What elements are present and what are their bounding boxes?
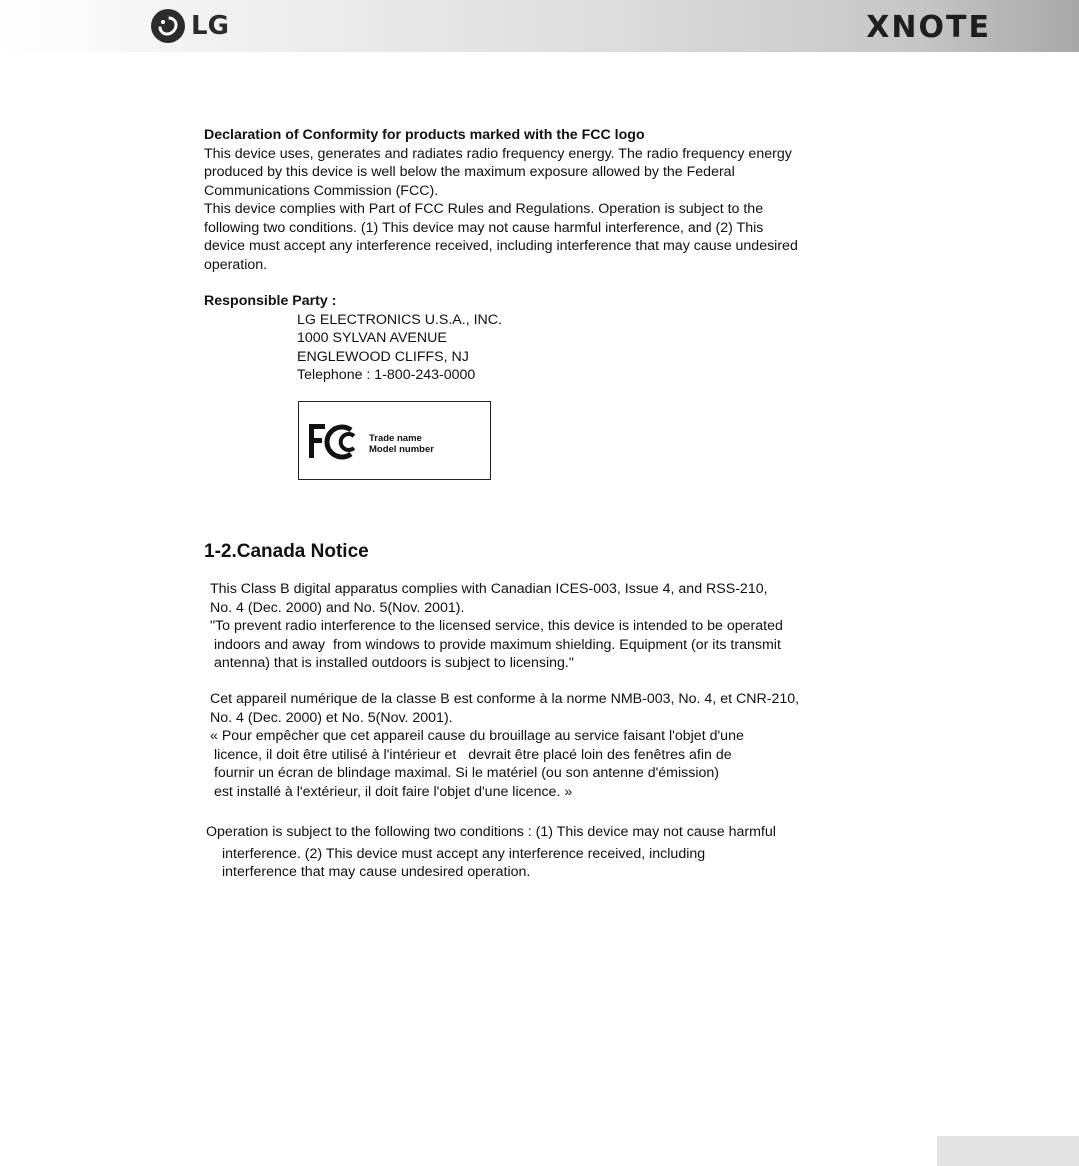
responsible-party-line: 1000 SYLVAN AVENUE (297, 330, 447, 346)
lg-face-icon (151, 9, 185, 43)
notice-line: Cet appareil numérique de la classe B est conforme à la norme NMB-003, No. 4, et CNR-210, (210, 691, 800, 707)
notice-line: indoors and away from windows to provide maximum shielding. Equipment (or its transmit (210, 636, 781, 653)
operation-conditions (206, 823, 856, 882)
declaration-line: device must accept any interference received, including interference that may cause undesired (204, 238, 798, 254)
section-title: 1-2.Canada Notice (204, 541, 369, 562)
declaration-title: Declaration of Conformity for products marked with the FCC logo (204, 127, 645, 143)
declaration-line: produced by this device is well below the maximum exposure allowed by the Federal (204, 164, 735, 180)
fcc-label-box (298, 401, 491, 480)
responsible-party-line: LG ELECTRONICS U.S.A., INC. (297, 311, 502, 328)
notice-line: « Pour empêcher que cet appareil cause du brouillage au service faisant l'objet d'une (210, 728, 744, 744)
xnote-logo: XNOTE (866, 10, 991, 45)
declaration-line: operation. (204, 256, 268, 273)
declaration-line: This device uses, generates and radiates radio frequency energy. The radio frequency energy (204, 145, 792, 162)
responsible-party-line: ENGLEWOOD CLIFFS, NJ (297, 348, 469, 365)
operation-line: interference. (2) This device must accept any interference received, including (222, 845, 706, 862)
responsible-party-title: Responsible Party : (204, 293, 337, 309)
canada-french-notice (210, 690, 860, 801)
declaration-line: This device complies with Part of FCC Rules and Regulations. Operation is subject to the (204, 201, 764, 217)
fcc-logo-icon (309, 420, 365, 462)
fcc-label-text (369, 433, 434, 455)
notice-line: No. 4 (Dec. 2000) et No. 5(Nov. 2001). (210, 709, 453, 726)
declaration-line: Communications Commission (FCC). (204, 182, 439, 199)
spacer (204, 274, 854, 292)
notice-line: antenna) that is installed outdoors is subject to licensing." (210, 655, 574, 671)
declaration-line: following two conditions. (1) This device may not cause harmful interference, and (2) This (204, 219, 764, 236)
lg-brand-text: LG (191, 11, 229, 41)
responsible-party-line: Telephone : 1-800-243-0000 (297, 367, 476, 383)
canada-english-notice (210, 580, 860, 673)
notice-line: "To prevent radio interference to the licensed service, this device is intended to be operated (210, 618, 783, 634)
notice-line: est installé à l'extérieur, il doit faire l'objet d'une licence. » (210, 783, 573, 800)
operation-line: Operation is subject to the following two conditions : (1) This device may not cause harmful (206, 824, 776, 840)
page-header (0, 0, 1079, 52)
declaration-section (204, 126, 854, 385)
trade-name-label: Trade name (369, 433, 422, 444)
page-number-tab (937, 1136, 1079, 1166)
notice-line: licence, il doit être utilisé à l'intérieur et devrait être placé loin des fenêtres afin de (210, 746, 732, 763)
lg-logo (151, 8, 229, 44)
notice-line: No. 4 (Dec. 2000) and No. 5(Nov. 2001). (210, 599, 465, 616)
operation-line: interference that may cause undesired operation. (222, 864, 531, 880)
notice-line: fournir un écran de blindage maximal. Si le matériel (ou son antenne d'émission) (210, 765, 719, 781)
model-number-label: Model number (369, 444, 434, 455)
notice-line: This Class B digital apparatus complies with Canadian ICES-003, Issue 4, and RSS-210, (210, 581, 768, 597)
